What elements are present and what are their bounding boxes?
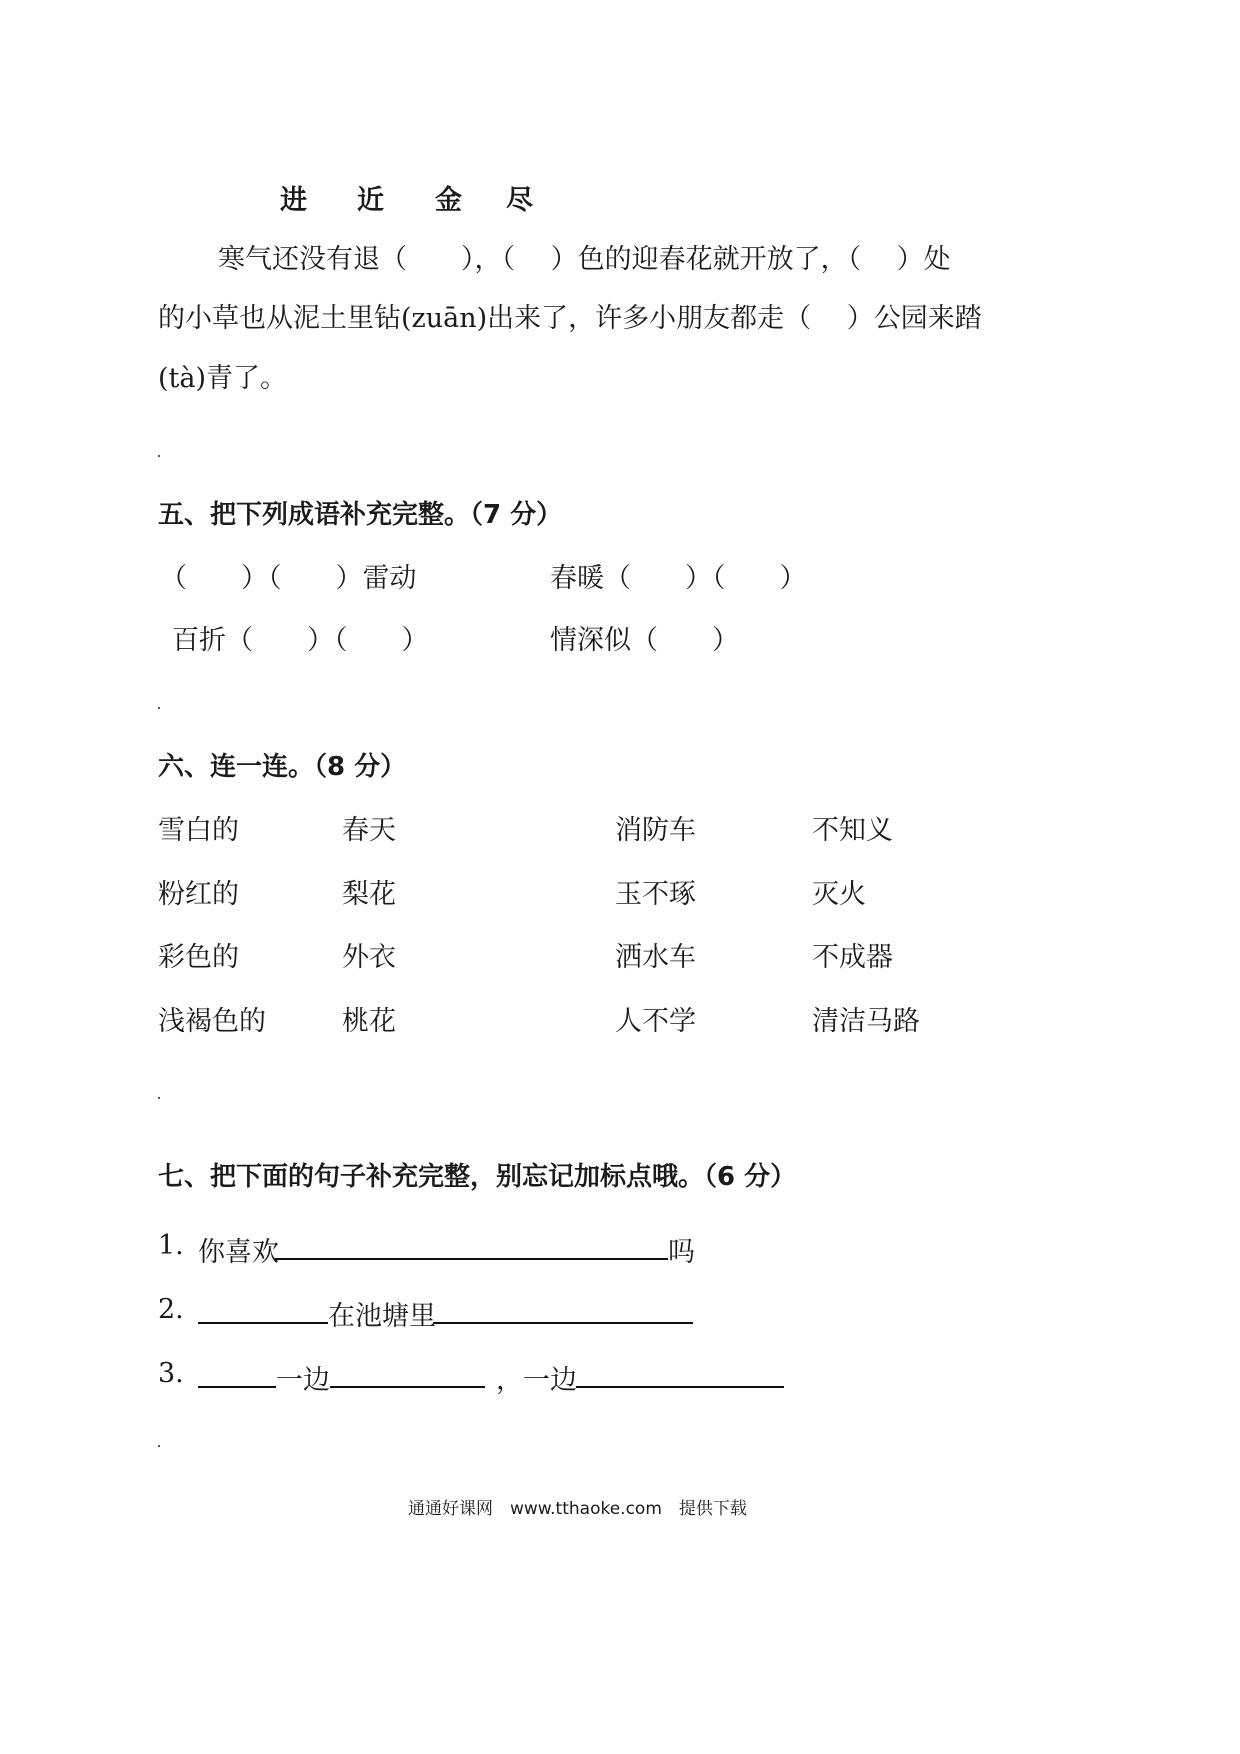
match-left-4: 浅褐色的 (158, 1006, 266, 1037)
question-3-number: 3. (158, 1358, 184, 1389)
match-left-1: 雪白的 (158, 815, 239, 846)
idiom-item-4: 情深似（ ） (550, 625, 739, 656)
question-3-second: ，一边 (496, 1365, 577, 1396)
word-bank-2: 近 (357, 185, 384, 216)
answer-blank[interactable] (198, 1322, 328, 1324)
answer-blank[interactable] (330, 1386, 485, 1388)
word-bank-1: 进 (280, 185, 307, 216)
match-right-b-1: 不知义 (812, 815, 893, 846)
question-1-suffix: 吗 (668, 1237, 695, 1268)
match-left-b-3: 洒水车 (615, 942, 696, 973)
answer-blank[interactable] (433, 1322, 693, 1324)
section6-title: 六、连一连。（8 分） (158, 752, 407, 782)
question-2-number: 2. (158, 1294, 184, 1325)
margin-dot (158, 707, 160, 709)
margin-dot (158, 1097, 160, 1099)
match-left-b-2: 玉不琢 (615, 879, 696, 910)
idiom-item-1: （ ）（ ）雷动 (160, 563, 417, 594)
match-right-3: 外衣 (342, 942, 396, 973)
match-right-b-3: 不成器 (812, 942, 893, 973)
question-3-middle: 一边 (276, 1365, 330, 1396)
answer-blank[interactable] (198, 1386, 276, 1388)
match-left-b-4: 人不学 (615, 1006, 696, 1037)
footer-text: 通通好课网 www.tthaoke.com 提供下载 (408, 1499, 747, 1519)
match-right-1: 春天 (342, 815, 396, 846)
match-right-2: 梨花 (342, 879, 396, 910)
question-1-number: 1. (158, 1230, 184, 1261)
word-bank-4: 尽 (506, 185, 533, 216)
question-1-prefix: 你喜欢 (198, 1237, 279, 1268)
answer-blank[interactable] (576, 1386, 784, 1388)
section5-title: 五、把下列成语补充完整。（7 分） (158, 500, 563, 530)
match-left-2: 粉红的 (158, 879, 239, 910)
idiom-item-2: 春暖（ ）（ ） (550, 563, 807, 594)
match-left-3: 彩色的 (158, 942, 239, 973)
margin-dot (158, 455, 160, 457)
passage-line-1: 寒气还没有退（ ），（ ）色的迎春花就开放了，（ ）处 (218, 244, 951, 275)
margin-dot (158, 1445, 160, 1447)
question-2-middle: 在池塘里 (328, 1301, 436, 1332)
passage-line-3: (tà)青了。 (158, 363, 288, 394)
match-right-4: 桃花 (342, 1006, 396, 1037)
section7-title: 七、把下面的句子补充完整，别忘记加标点哦。（6 分） (158, 1162, 797, 1192)
word-bank-3: 金 (435, 185, 462, 216)
answer-blank[interactable] (275, 1258, 668, 1260)
match-left-b-1: 消防车 (615, 815, 696, 846)
match-right-b-4: 清洁马路 (812, 1006, 920, 1037)
idiom-item-3: 百折（ ）（ ） (172, 625, 429, 656)
match-right-b-2: 灭火 (812, 879, 866, 910)
passage-line-2: 的小草也从泥土里钻(zuān)出来了，许多小朋友都走（ ）公园来踏 (158, 303, 982, 334)
